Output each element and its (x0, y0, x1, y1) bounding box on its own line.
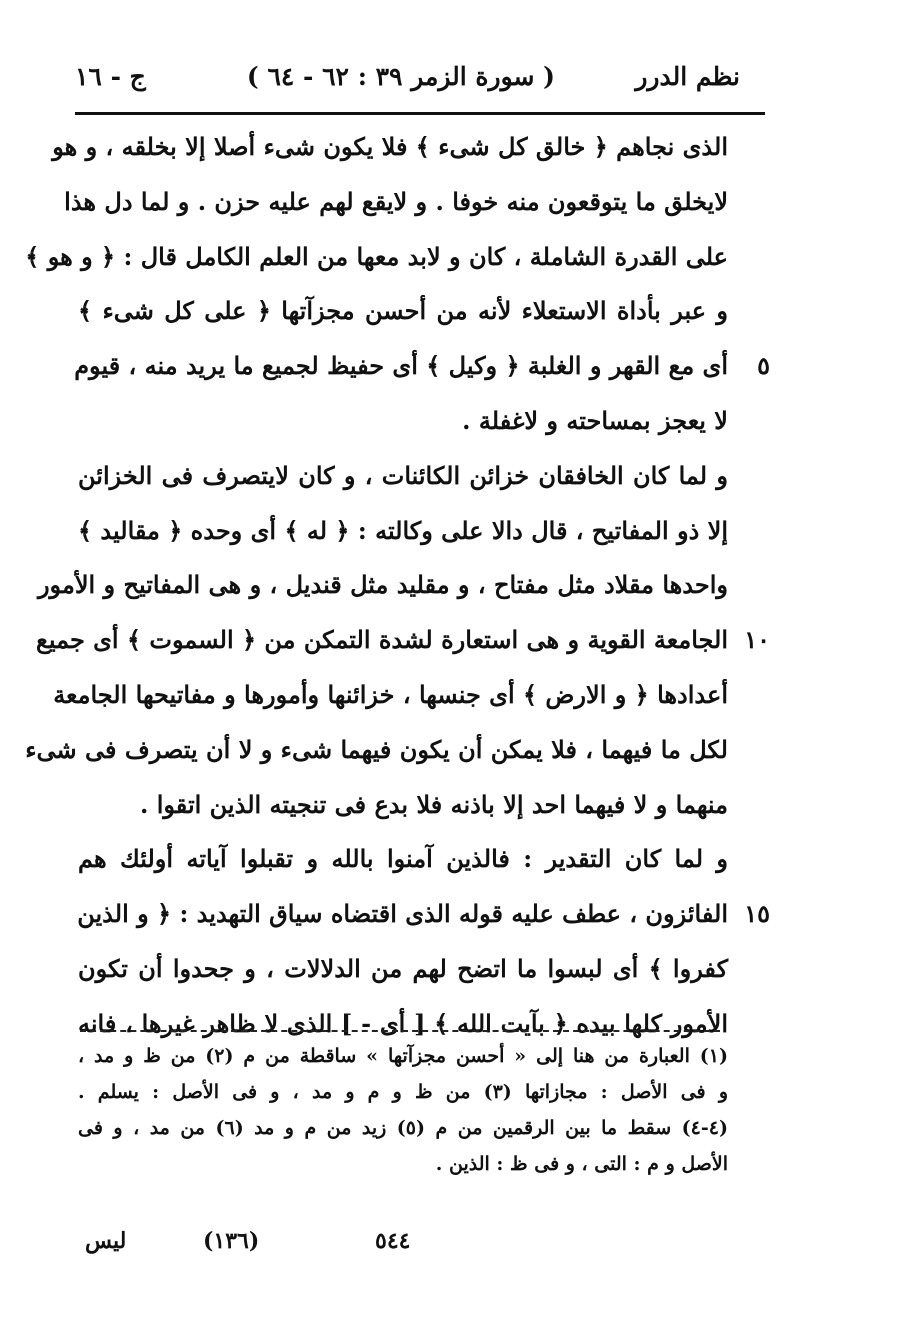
running-header (75, 58, 740, 102)
text-line: لكل ما فيهما ، فلا يمكن أن يكون فيهما شىء و لا أن يتصرف فى شىء (25, 734, 728, 764)
text-line: أى مع القهر و الغلبة ﴿ وكيل ﴾ أى حفيظ لجميع ما يريد منه ، قيوم (74, 351, 728, 381)
line-number: ١٥ (744, 899, 770, 929)
text-line: الأمور كلها بيده ﴿ بآيت الله ﴾ [ أى - ] الذى لا ظاهر غيرها ، فانه (78, 1008, 728, 1038)
text-line: منهما و لا فيهما احد إلا باذنه فلا بدع فى تنجيته الذين اتقوا . (140, 789, 728, 819)
text-line: الفائزون ، عطف عليه قوله الذى اقتضاه سياق التهديد : ﴿ و الذين (77, 899, 728, 929)
footnote-line: و فى الأصل : مجازاتها (٣) من ظ و م و مد ، و فى الأصل : يسلم . (78, 1081, 728, 1103)
main-text (25, 120, 770, 1052)
text-line: أعدادها ﴿ و الارض ﴾ أى جنسها ، خزائنها وأمورها و مفاتيحها الجامعة (53, 679, 728, 709)
text-line: لايخلق ما يتوقعون منه خوفا . و لايقع لهم عليه حزن . و لما دل هذا (64, 186, 728, 216)
footnote-line: الأصل و م : التى ، و فى ظ : الذين . (435, 1153, 728, 1175)
text-line: على القدرة الشاملة ، كان و لابد معها من العلم الكامل قال : ﴿ و هو ﴾ (25, 241, 728, 271)
volume-number: ج - ١٦ (75, 62, 146, 91)
text-line: الجامعة القوية و هى استعارة لشدة التمكن من ﴿ السموت ﴾ أى جميع (36, 625, 728, 655)
book-title: نظم الدرر (635, 62, 740, 91)
text-line: الذى نجاهم ﴿ خالق كل شىء ﴾ فلا يكون شىء أصلا إلا بخلقه ، و هو (52, 132, 728, 161)
catchword: ليس (85, 1228, 127, 1254)
text-line: واحدها مقلاد مثل مفتاح ، و مقليد مثل قنديل ، و هى المفاتيح و الأمور (37, 570, 728, 600)
page-number: ٥٤٤ (375, 1228, 411, 1254)
text-line: و لما كان الخافقان خزائن الكائنات ، و كان لايتصرف فى الخزائن (78, 460, 728, 490)
page-footer (85, 1228, 635, 1262)
footnotes (78, 1038, 728, 1182)
header-rule (75, 112, 765, 115)
text-line: و لما كان التقدير : فالذين آمنوا بالله و تقبلوا آياته أولئك هم (78, 844, 728, 874)
text-line: و عبر بأداة الاستعلاء لأنه من أحسن مجزآتها ﴿ على كل شىء ﴾ (78, 296, 728, 326)
text-line: لا يعجز بمساحته و لاغفلة . (462, 405, 728, 435)
footnote-line: (٤-٤) سقط ما بين الرقمين من م (٥) زيد من م و مد (٦) من مد ، و فى (78, 1117, 728, 1139)
text-line: إلا ذو المفاتيح ، قال دالا على وكالته : ﴿ له ﴾ أى وحده ﴿ مقاليد ﴾ (78, 515, 728, 545)
line-number: ١٠ (744, 625, 770, 655)
footnote-line: (١) العبارة من هنا إلى « أحسن مجزآتها » ساقطة من م (٢) من ظ و مد ، (78, 1045, 728, 1067)
surah-reference: ( سورة الزمر ٣٩ : ٦٢ - ٦٤ ) (246, 62, 555, 91)
folio-number: (١٣٦) (203, 1228, 260, 1254)
text-line: كفروا ﴾ أى لبسوا ما اتضح لهم من الدلالات ، و جحدوا أن تكون (78, 953, 728, 983)
line-number: ٥ (757, 351, 770, 381)
footnote-separator (80, 1030, 720, 1032)
